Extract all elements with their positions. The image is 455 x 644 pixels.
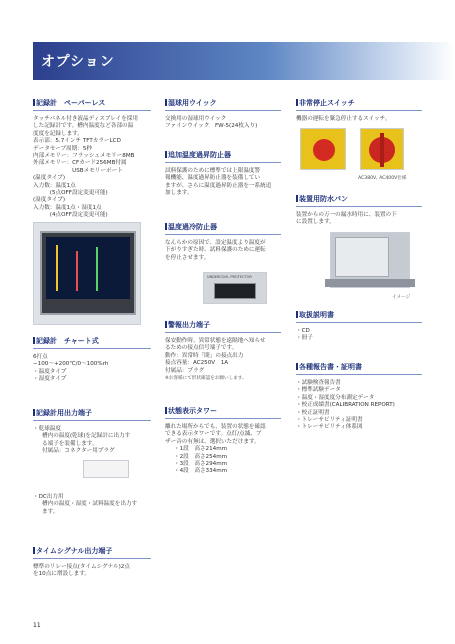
section-estop bbox=[296, 98, 422, 123]
section-manual bbox=[296, 310, 422, 343]
section-body: 保安動作時、異常状態を遠隔地へ知らせ るための接点信号端子です。 動作：異常時「閉」の接点出力 接点容量：AC250V 1A 付属品：プラグ ※お客様にて形状確認をお願いします。 bbox=[165, 338, 281, 382]
section-body: なんらかの原因で、設定温度より温度が 下がりすぎた時、試料保護のために運転 を停止させます。 bbox=[165, 240, 266, 261]
estop-caption: AC380V, AC400V仕様 bbox=[358, 176, 407, 181]
section-recorder bbox=[33, 98, 151, 220]
list-item: ・ 温度タイプ bbox=[33, 369, 151, 376]
section-title: 状態表示タワー bbox=[165, 406, 281, 419]
section-body: 機器の運転を緊急停止するスイッチ。 bbox=[296, 116, 391, 122]
section-title: 温度過冷防止器 bbox=[165, 222, 281, 235]
connector-image bbox=[83, 460, 129, 478]
section-body: 試料保護のために標準では上限温度警 報機能、温度過昇防止器を装備してい ますが、さらに温度過昇防止器を一系統追 加します。 bbox=[165, 168, 272, 197]
section-title: 記録計 チャート式 bbox=[33, 336, 151, 349]
section-overcool bbox=[165, 222, 281, 262]
list-item: ・ 4段 高さ334mm bbox=[165, 468, 281, 475]
section-body: 離れた場所からでも、装置の状態を確認 できる表示タワーです。点灯/点滅、ブ ザー音の有無は、選択いただけます。 ・ 1段 高さ214mm ・ 2段 高さ254mm ・ 3段 高さ294mm ・ 4段 高さ334mm bbox=[165, 424, 281, 476]
section-dc-output bbox=[33, 494, 151, 516]
section-alarm bbox=[165, 320, 281, 382]
list-item: ・ 温度・湿度度分布測定データ bbox=[296, 395, 422, 402]
list-item: ・ DC出力用 bbox=[33, 494, 151, 501]
recorder-image bbox=[33, 222, 141, 325]
drain-pan-image bbox=[330, 232, 410, 288]
list-item: ・ 校正成績書(CALIBRATION REPORT) bbox=[296, 402, 422, 409]
section-body: 6打点 −100〜+200℃/0〜100%rh ・ 温度タイプ ・ 湿度タイプ bbox=[33, 354, 151, 384]
options-banner bbox=[33, 42, 455, 80]
page-title: オプション bbox=[41, 54, 115, 70]
list-item: ・ トレーサビリティ体系図 bbox=[296, 424, 422, 431]
section-overheat bbox=[165, 150, 281, 198]
section-body bbox=[296, 328, 422, 343]
section-body: ・ 乾球温度 槽内の温度(乾球)を記録計に出力す る端子を装備します。 付属品：コネクター用プラグ bbox=[33, 426, 151, 456]
list-item: ・ 2段 高さ254mm bbox=[165, 454, 281, 461]
section-title: 取扱説明書 bbox=[296, 310, 422, 323]
section-title: 非常停止スイッチ bbox=[296, 98, 422, 111]
overcool-device-image: UNDERCOOL PROTECTOR bbox=[203, 272, 267, 304]
list-item: ・ 3段 高さ294mm bbox=[165, 461, 281, 468]
section-title: タイムシグナル出力端子 bbox=[33, 546, 151, 559]
list-item: ・ 標準試験データ bbox=[296, 387, 422, 394]
section-time-signal bbox=[33, 546, 151, 579]
section-drain-pan bbox=[296, 194, 422, 227]
section-output-terminal bbox=[33, 408, 151, 456]
list-item: ・ CD bbox=[296, 328, 422, 335]
section-title: 追加温度過昇防止器 bbox=[165, 150, 281, 163]
section-body: ・ DC出力用 槽内の温度・湿度・試料温度を出力す ます。 bbox=[33, 494, 151, 516]
note: ※お客様にて形状確認をお願いします。 bbox=[165, 376, 247, 382]
section-body: タッチパネル付き液晶ディスプレイを採用 した記録計です。槽内温度など各部の温 度度を記録します。 表示部：5.7インチ TFTカラーLCD データセーブ周期：5秒 内部メモリー：フラッシュメモリー8MB 外部メモリー：CFカード256MB付属 USBメモリーポート (温度タイプ) 入力数：温度1点 (5点OFF設定変更可能) (湿度タイプ) 入力数：温度1点・湿度1点 (4点OFF設定変更可能) bbox=[33, 116, 138, 219]
section-status-tower bbox=[165, 406, 281, 476]
section-body bbox=[296, 380, 422, 432]
section-title: 湿球用ウイック bbox=[165, 98, 281, 111]
list-item: ・ 1段 高さ214mm bbox=[165, 446, 281, 453]
section-wick bbox=[165, 98, 281, 131]
section-title: 警報出力端子 bbox=[165, 320, 281, 333]
section-body: 標準のリレー接点(タイムシグナル)2点 を10点に増設します。 bbox=[33, 564, 130, 578]
estop-switch-image bbox=[300, 128, 346, 170]
rotary-switch-image bbox=[360, 128, 404, 170]
section-title: 各種報告書・証明書 bbox=[296, 362, 422, 375]
drain-pan-caption: イメージ bbox=[392, 295, 411, 300]
section-title: 記録計用出力端子 bbox=[33, 408, 151, 421]
section-body: 交換用の湿球用ウイック ファインウイック FW-5(24枚入り) bbox=[165, 116, 258, 130]
list-item: ・ 乾球温度 bbox=[33, 426, 151, 433]
list-item: ・ 湿度タイプ bbox=[33, 376, 151, 383]
recorder-screen bbox=[40, 231, 136, 315]
section-certs bbox=[296, 362, 422, 432]
list-item: ・ 冊子 bbox=[296, 335, 422, 342]
page-number: 11 bbox=[33, 622, 41, 629]
section-body: 装置からの万一の漏水時用に、装置の下 に設置します。 bbox=[296, 212, 397, 226]
list-item: ・ トレーサビリティ証明書 bbox=[296, 417, 422, 424]
list-item: ・ 試験検査報告書 bbox=[296, 380, 422, 387]
list-item: ・ 校正証明書 bbox=[296, 410, 422, 417]
section-title: 記録計 ペーパーレス bbox=[33, 98, 151, 111]
section-title: 装置用防水パン bbox=[296, 194, 422, 207]
section-chart-recorder bbox=[33, 336, 151, 384]
